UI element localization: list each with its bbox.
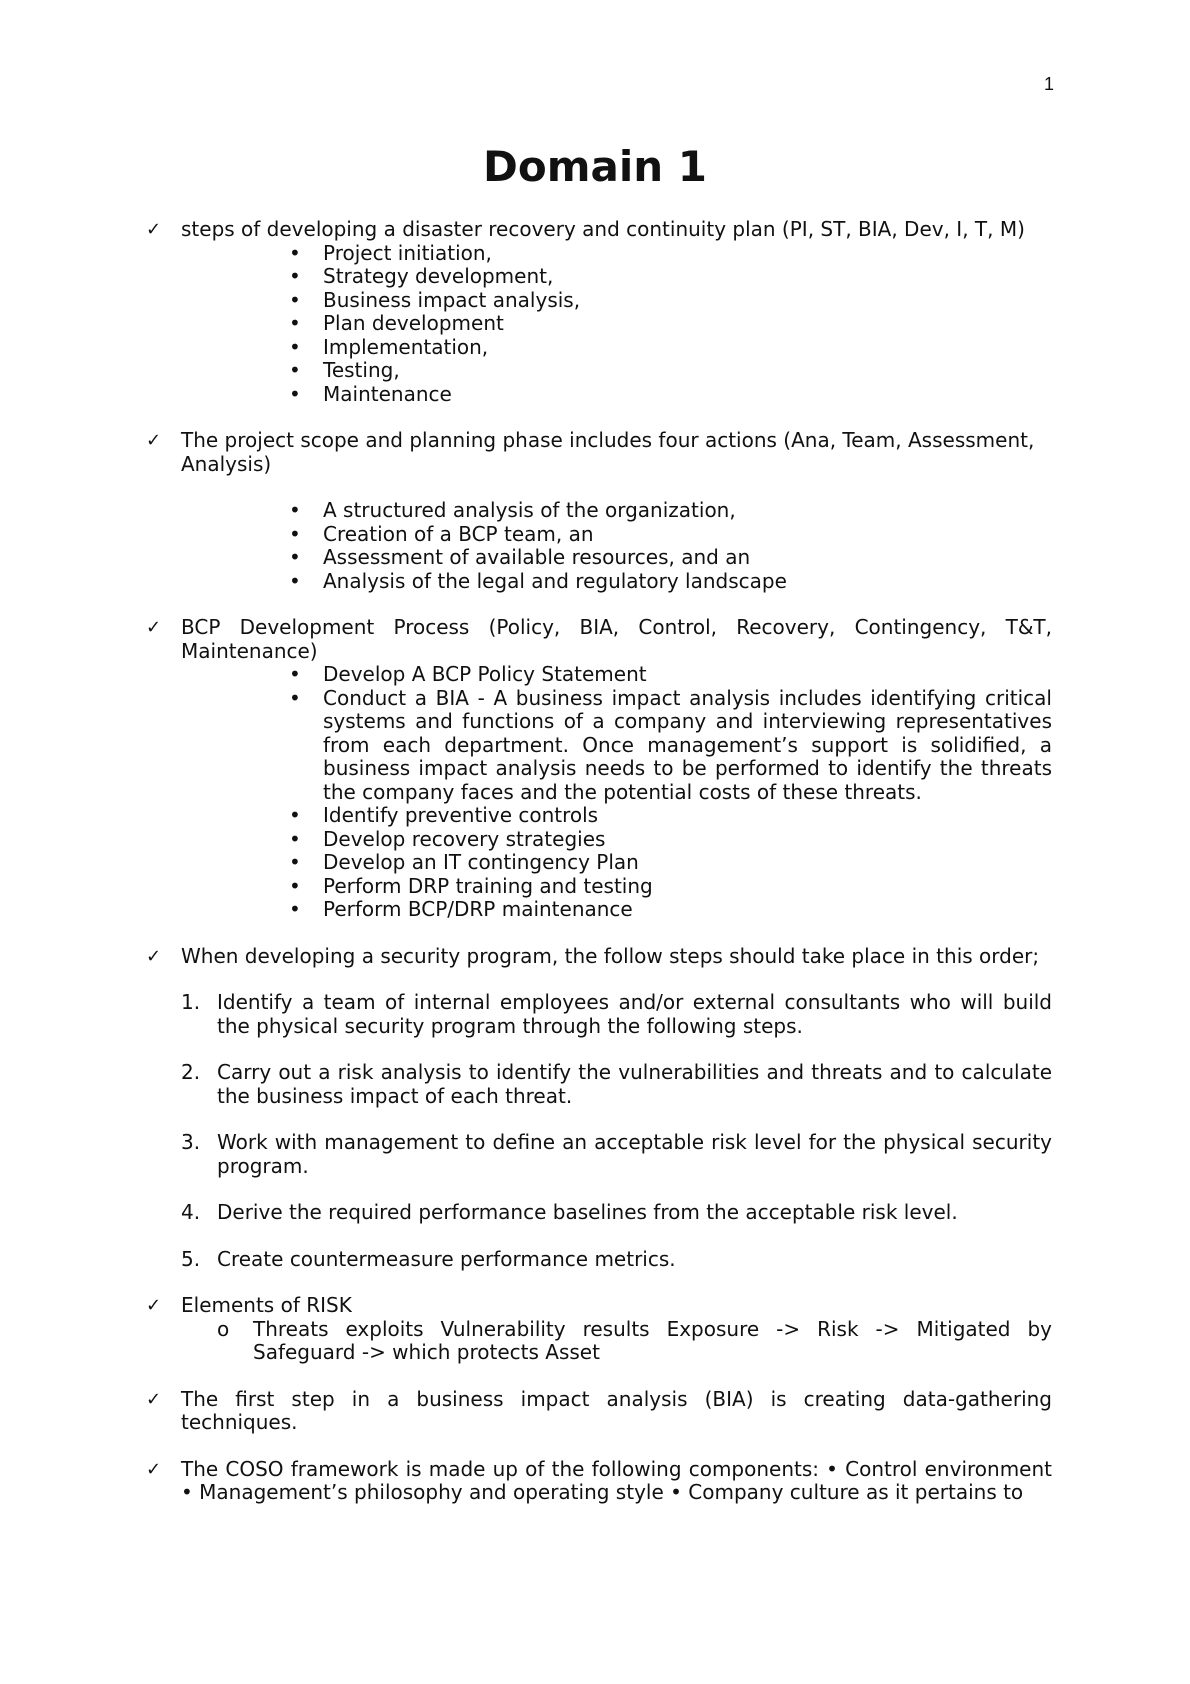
- checkmark-icon: ✓: [146, 945, 162, 967]
- check-item: [146, 1388, 1052, 1435]
- bullet-icon: •: [289, 545, 301, 569]
- sub-list-item: o Threats exploits Vulnerability results Exposure -> Risk -> Mitigated by Safeguard -> which protects Asset: [217, 1316, 1052, 1364]
- numbered-item: 3. Work with management to define an acceptable risk level for the physical security program.: [181, 1130, 1052, 1178]
- bullet-icon: •: [289, 685, 301, 710]
- checkmark-icon: ✓: [146, 617, 162, 638]
- checkmark-icon: ✓: [146, 1295, 162, 1316]
- bullet-icon: •: [289, 264, 301, 288]
- list-item: • Implementation,: [289, 334, 489, 359]
- bullet-icon: •: [289, 498, 301, 522]
- list-item: • Testing,: [289, 358, 400, 382]
- list-item: • Identify preventive controls: [289, 803, 599, 827]
- check-item-text: The project scope and planning phase includes four actions (Ana, Team, Assessment, Analysis): [181, 428, 1035, 476]
- check-item-text: When developing a security program, the follow steps should take place in this order;: [181, 943, 1040, 968]
- numbered-item: 4. Derive the required performance baselines from the acceptable risk level.: [181, 1200, 958, 1224]
- sub-list: [217, 1318, 1052, 1365]
- bullet-icon: •: [289, 662, 301, 686]
- list-item: • A structured analysis of the organization,: [289, 498, 736, 522]
- bullet-icon: •: [289, 381, 301, 406]
- list-item: • Develop an IT contingency Plan: [289, 850, 639, 874]
- check-item: [146, 1294, 1052, 1365]
- bullet-icon: •: [289, 873, 301, 898]
- bullet-icon: •: [289, 240, 301, 265]
- numbered-item: 1. Identify a team of internal employees and/or external consultants who will build the physical security program through the following steps.: [181, 990, 1052, 1038]
- check-item: [146, 218, 1052, 406]
- check-item: [146, 616, 1052, 922]
- check-item: [146, 429, 1052, 593]
- checkmark-icon: ✓: [146, 1458, 162, 1480]
- list-item: • Assessment of available resources, and an: [289, 545, 751, 569]
- check-item-text: Elements of RISK: [181, 1293, 352, 1317]
- bullet-icon: •: [289, 850, 301, 874]
- check-item: [146, 945, 1052, 1272]
- check-item-text: The COSO framework is made up of the following components: • Control environment • Management’s philosophy and operating style • Company culture as it pertains to: [181, 1456, 1052, 1504]
- list-item: • Strategy development,: [289, 264, 554, 288]
- bullet-icon: •: [289, 334, 301, 359]
- bullet-icon: •: [289, 897, 301, 921]
- list-item: • Project initiation,: [289, 240, 492, 265]
- bullet-icon: •: [289, 568, 301, 593]
- circle-bullet-icon: o: [217, 1316, 230, 1341]
- bullet-list: [289, 499, 1052, 593]
- numbered-item: 5. Create countermeasure performance metrics.: [181, 1246, 676, 1271]
- bullet-icon: •: [289, 287, 301, 312]
- checkmark-icon: ✓: [146, 430, 162, 451]
- list-item: • Develop recovery strategies: [289, 826, 606, 851]
- numbered-item: 2. Carry out a risk analysis to identify the vulnerabilities and threats and to calculate the business impact of each threat.: [181, 1060, 1052, 1108]
- list-item: • Maintenance: [289, 381, 452, 406]
- bullet-icon: •: [289, 803, 301, 827]
- page-number: 1: [1043, 74, 1054, 94]
- page-title: Domain 1: [483, 142, 707, 191]
- bullet-list: [289, 663, 1052, 922]
- list-item: • Develop A BCP Policy Statement: [289, 662, 647, 686]
- bullet-icon: •: [289, 358, 301, 382]
- check-item-text: BCP Development Process (Policy, BIA, Control, Recovery, Contingency, T&T, Maintenance): [181, 615, 1052, 663]
- check-item-text: The first step in a business impact analysis (BIA) is creating data-gathering techniques.: [181, 1386, 1052, 1434]
- bullet-icon: •: [289, 311, 301, 335]
- checkmark-icon: ✓: [146, 1388, 162, 1410]
- check-item: [146, 1458, 1052, 1505]
- check-item-text: steps of developing a disaster recovery and continuity plan (PI, ST, BIA, Dev, I, T, M): [181, 217, 1025, 241]
- document-body: [146, 218, 1052, 1505]
- bullet-list: [289, 242, 1052, 407]
- bullet-icon: •: [289, 826, 301, 851]
- list-item: • Analysis of the legal and regulatory landscape: [289, 568, 787, 593]
- list-item: • Creation of a BCP team, an: [289, 521, 594, 546]
- list-item: • Perform DRP training and testing: [289, 873, 653, 898]
- bullet-icon: •: [289, 521, 301, 546]
- list-item: • Conduct a BIA - A business impact analysis includes identifying critical systems and functions of a company and interviewing representatives from each department. Once management’s support is solidified, a business impact analysis needs to be performed to identify the threats the company faces and the potential costs of these threats.: [289, 685, 1052, 804]
- list-item: • Business impact analysis,: [289, 287, 581, 312]
- list-item: • Plan development: [289, 311, 504, 335]
- list-item: • Perform BCP/DRP maintenance: [289, 897, 633, 921]
- numbered-list: [181, 991, 1052, 1271]
- checkmark-icon: ✓: [146, 219, 162, 240]
